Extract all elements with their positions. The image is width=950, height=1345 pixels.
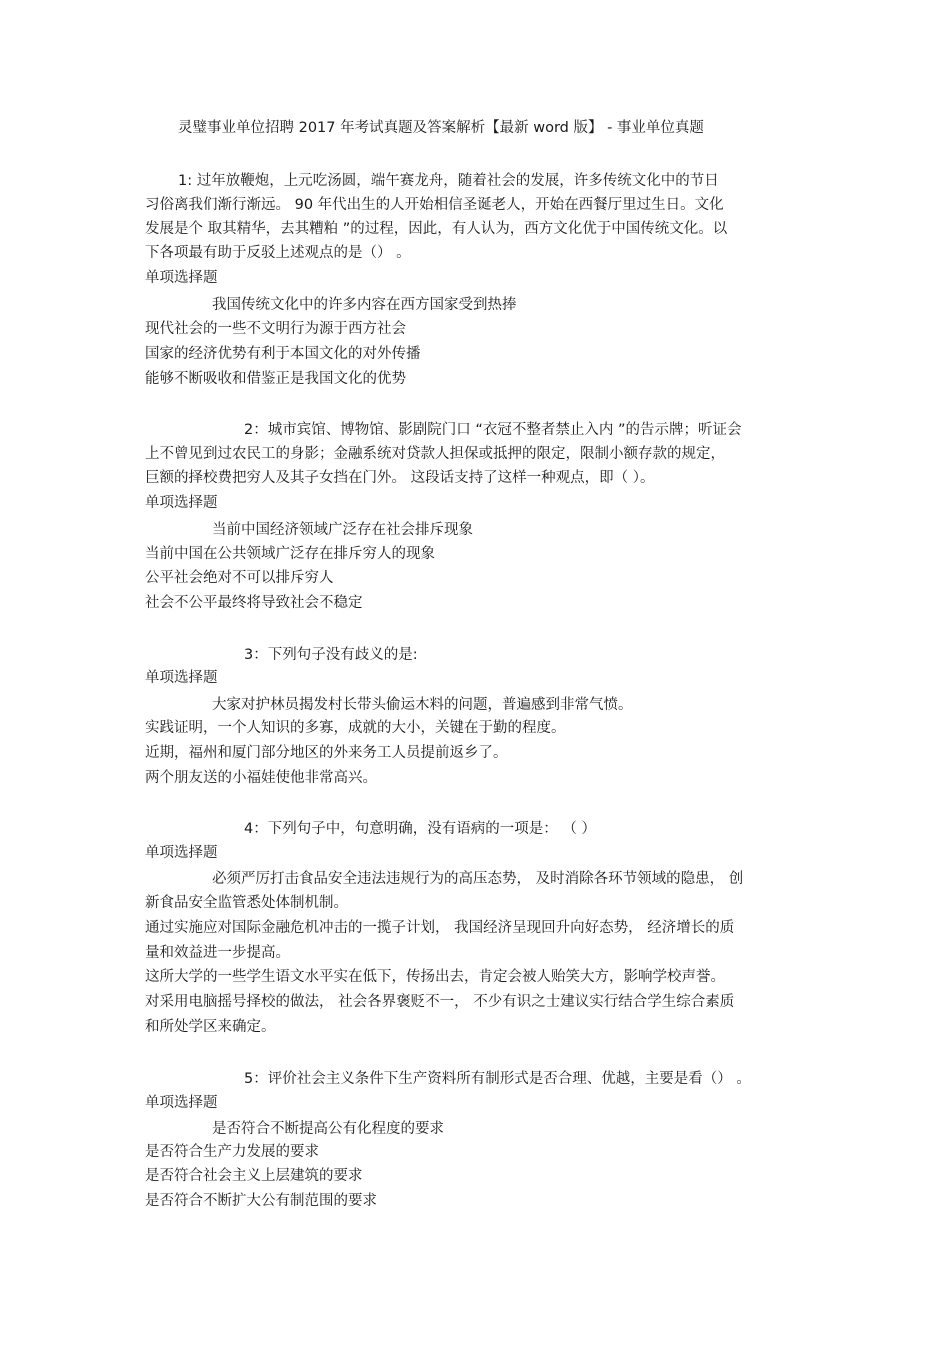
question-type-label: 单项选择题 [145, 670, 218, 686]
question-stem-line: 3：下列句子没有歧义的是: [244, 647, 418, 663]
option-item: 通过实施应对国际金融危机冲击的一揽子计划， 我国经济呈现回升向好态势， 经济增长的质 [145, 920, 735, 936]
question-type-label: 单项选择题 [145, 845, 218, 861]
option-item: 是否符合社会主义上层建筑的要求 [145, 1168, 363, 1184]
option-item: 这所大学的一些学生语文水平实在低下，传扬出去，肯定会被人贻笑大方，影响学校声誉。 [145, 969, 725, 985]
document-title: 灵璧事业单位招聘 2017 年考试真题及答案解析【最新 word 版】 - 事业单位真题 [178, 120, 704, 136]
option-item: 对采用电脑摇号择校的做法， 社会各界褒贬不一， 不少有识之士建议实行结合学生综合素质 [145, 994, 735, 1010]
option-item: 两个朋友送的小福娃使他非常高兴。 [145, 770, 377, 786]
question-stem-line: 1: 过年放鞭炮，上元吃汤圆，端午赛龙舟，随着社会的发展，许多传统文化中的节日 [178, 173, 719, 189]
question-stem-line: 2：城市宾馆、博物馆、影剧院门口 “衣冠不整者禁止入内 ”的告示牌；听证会 [244, 422, 742, 438]
option-item: 是否符合生产力发展的要求 [145, 1144, 319, 1160]
question-stem-line: 习俗离我们渐行渐远。 90 年代出生的人开始相信圣诞老人，开始在西餐厅里过生日。文化 [145, 197, 724, 213]
option-item: 近期，福州和厦门部分地区的外来务工人员提前返乡了。 [145, 745, 508, 761]
option-item: 现代社会的一些不文明行为源于西方社会 [145, 321, 406, 337]
option-item: 当前中国经济领域广泛存在社会排斥现象 [212, 522, 473, 538]
question-stem-line: 5：评价社会主义条件下生产资料所有制形式是否合理、优越，主要是看（） 。 [244, 1071, 751, 1087]
option-item: 是否符合不断扩大公有制范围的要求 [145, 1193, 377, 1209]
question-type-label: 单项选择题 [145, 270, 218, 286]
question-stem-line: 巨额的择校费把穷人及其子女挡在门外。 这段话支持了这样一种观点，即（ ）。 [145, 470, 655, 486]
option-item: 社会不公平最终将导致社会不稳定 [145, 595, 363, 611]
option-item: 必须严厉打击食品安全违法违规行为的高压态势， 及时消除各环节领域的隐患， 创 [212, 871, 744, 887]
option-item: 是否符合不断提高公有化程度的要求 [212, 1121, 444, 1137]
option-item: 能够不断吸收和借鉴正是我国文化的优势 [145, 371, 406, 387]
option-item: 国家的经济优势有利于本国文化的对外传播 [145, 346, 421, 362]
question-type-label: 单项选择题 [145, 495, 218, 511]
question-stem-line: 4：下列句子中，句意明确，没有语病的一项是： （ ） [244, 821, 596, 837]
option-item: 我国传统文化中的许多内容在西方国家受到热捧 [212, 297, 517, 313]
question-stem-line: 上不曾见到过农民工的身影；金融系统对贷款人担保或抵押的限定，限制小额存款的规定， [145, 446, 725, 462]
option-item: 公平社会绝对不可以排斥穷人 [145, 570, 334, 586]
question-stem-line: 发展是个 取其精华，去其糟粕 ”的过程，因此，有人认为，西方文化优于中国传统文化。以 [145, 221, 728, 237]
option-item: 新食品安全监管悉处体制机制。 [145, 895, 348, 911]
option-item: 量和效益进一步提高。 [145, 945, 290, 961]
question-type-label: 单项选择题 [145, 1095, 218, 1111]
question-stem-line: 下各项最有助于反驳上述观点的是（） 。 [145, 245, 411, 261]
option-item: 实践证明，一个人知识的多寡，成就的大小，关键在于勤的程度。 [145, 720, 566, 736]
option-item: 大家对护林员揭发村长带头偷运木料的问题，普遍感到非常气愤。 [212, 697, 633, 713]
option-item: 和所处学区来确定。 [145, 1019, 276, 1035]
option-item: 当前中国在公共领域广泛存在排斥穷人的现象 [145, 546, 435, 562]
